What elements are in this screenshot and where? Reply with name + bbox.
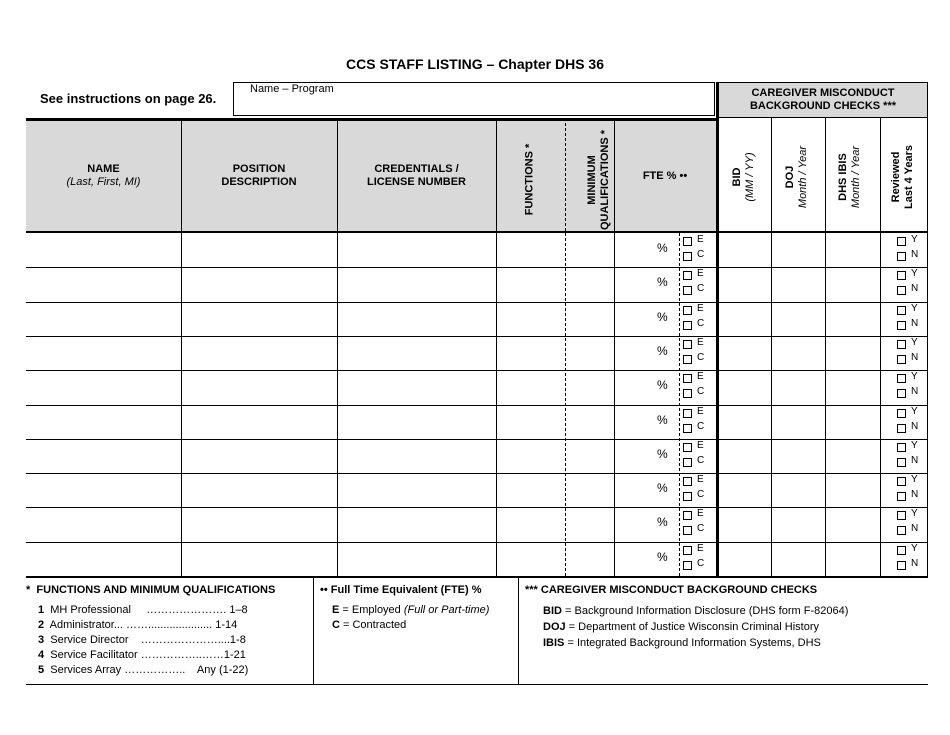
employed-label: E — [697, 302, 704, 314]
reviewed-no-label: N — [911, 386, 919, 398]
contracted-label: C — [697, 386, 705, 398]
reviewed-yes-checkbox[interactable] — [897, 237, 906, 246]
reviewed-no-label: N — [911, 249, 919, 260]
name-program-label: Name – Program — [250, 83, 334, 95]
reviewed-no-checkbox[interactable] — [897, 561, 906, 570]
contracted-label: C — [697, 523, 705, 535]
contracted-label: C — [697, 249, 705, 260]
contracted-checkbox[interactable] — [683, 424, 692, 433]
employed-checkbox[interactable] — [683, 546, 692, 555]
employed-checkbox[interactable] — [683, 237, 692, 246]
contracted-label: C — [697, 489, 705, 501]
reviewed-no-label: N — [911, 317, 919, 329]
function-item: 5 Services Array …………….. Any (1-22) — [38, 664, 249, 676]
col-header-credentials: CREDENTIALS / LICENSE NUMBER — [366, 163, 466, 188]
reviewed-yes-label: Y — [911, 474, 918, 486]
function-item: 4 Service Facilitator ……………..……1-21 — [38, 649, 246, 661]
reviewed-no-checkbox[interactable] — [897, 424, 906, 433]
employed-label: E — [697, 474, 704, 486]
row-divider — [26, 405, 928, 406]
fte-percent-sign: % — [657, 549, 668, 564]
employed-label: E — [697, 234, 704, 245]
reviewed-yes-checkbox[interactable] — [897, 306, 906, 315]
employed-label: E — [697, 542, 704, 554]
reviewed-no-label: N — [911, 454, 919, 466]
row-divider — [26, 439, 928, 440]
row-divider — [26, 336, 928, 337]
reviewed-no-label: N — [911, 557, 919, 569]
fte-percent-sign: % — [657, 343, 668, 358]
name-program-field[interactable] — [233, 82, 715, 116]
reviewed-yes-checkbox[interactable] — [897, 477, 906, 486]
function-item: 3 Service Director …………………....1-8 — [38, 634, 246, 646]
contracted-checkbox[interactable] — [683, 492, 692, 501]
reviewed-yes-label: Y — [911, 405, 918, 417]
function-item: 2 Administrator... ……..................... 1-14 — [38, 619, 238, 631]
reviewed-yes-checkbox[interactable] — [897, 374, 906, 383]
reviewed-no-checkbox[interactable] — [897, 252, 906, 261]
contracted-checkbox[interactable] — [683, 252, 692, 261]
reviewed-yes-label: Y — [911, 234, 918, 245]
col-header-fte: FTE % •• — [642, 169, 688, 182]
reviewed-yes-label: Y — [911, 371, 918, 383]
reviewed-no-label: N — [911, 523, 919, 535]
reviewed-yes-label: Y — [911, 268, 918, 280]
reviewed-no-checkbox[interactable] — [897, 389, 906, 398]
contracted-checkbox[interactable] — [683, 389, 692, 398]
row-divider — [26, 370, 928, 371]
reviewed-yes-label: Y — [911, 508, 918, 520]
reviewed-no-checkbox[interactable] — [897, 321, 906, 330]
caregiver-header-line2: BACKGROUND CHECKS *** — [749, 100, 897, 112]
contracted-label: C — [697, 454, 705, 466]
caregiver-checks-header — [716, 82, 928, 118]
reviewed-yes-checkbox[interactable] — [897, 443, 906, 452]
employed-label: E — [697, 268, 704, 280]
fte-percent-sign: % — [657, 481, 668, 496]
contracted-label: C — [697, 351, 705, 363]
reviewed-yes-label: Y — [911, 439, 918, 451]
col-header-reviewed: Reviewed Last 4 Years — [890, 145, 915, 210]
row-divider — [26, 542, 928, 543]
reviewed-yes-checkbox[interactable] — [897, 409, 906, 418]
employed-checkbox[interactable] — [683, 374, 692, 383]
reviewed-no-label: N — [911, 283, 919, 295]
fte-percent-sign: % — [657, 309, 668, 324]
reviewed-yes-label: Y — [911, 336, 918, 348]
reviewed-no-checkbox[interactable] — [897, 286, 906, 295]
contracted-label: C — [697, 317, 705, 329]
employed-label: E — [697, 439, 704, 451]
row-divider — [26, 473, 928, 474]
contracted-checkbox[interactable] — [683, 286, 692, 295]
contracted-label: C — [697, 557, 705, 569]
function-item: 1 MH Professional …………………. 1–8 — [38, 604, 248, 616]
reviewed-no-checkbox[interactable] — [897, 526, 906, 535]
reviewed-no-label: N — [911, 420, 919, 432]
col-header-ibis: DHS IBIS Month / Year — [837, 145, 862, 209]
check-item: BID = Background Information Disclosure (DHS form F-82064) — [543, 605, 849, 617]
fte-employed: E = Employed (Full or Part-time) — [332, 604, 490, 616]
table-header — [26, 118, 716, 233]
contracted-checkbox[interactable] — [683, 321, 692, 330]
row-divider — [26, 267, 928, 268]
row-divider — [26, 302, 928, 303]
reviewed-no-label: N — [911, 351, 919, 363]
col-header-doj: DOJ Month / Year — [784, 145, 809, 209]
reviewed-no-checkbox[interactable] — [897, 355, 906, 364]
check-item: DOJ = Department of Justice Wisconsin Criminal History — [543, 621, 820, 633]
reviewed-no-checkbox[interactable] — [897, 458, 906, 467]
contracted-label: C — [697, 420, 705, 432]
reviewed-yes-checkbox[interactable] — [897, 340, 906, 349]
row-divider — [26, 507, 928, 508]
employed-label: E — [697, 336, 704, 348]
reviewed-no-checkbox[interactable] — [897, 492, 906, 501]
employed-checkbox[interactable] — [683, 511, 692, 520]
col-header-name: NAME (Last, First, MI) — [66, 163, 141, 188]
checks-header — [716, 118, 928, 233]
employed-label: E — [697, 508, 704, 520]
check-item: IBIS = Integrated Background Information Systems, DHS — [543, 637, 821, 649]
col-header-functions: FUNCTIONS * — [523, 143, 536, 216]
fte-percent-sign: % — [657, 378, 668, 393]
col-header-bid: BID (MM / YY) — [731, 152, 756, 202]
employed-checkbox[interactable] — [683, 443, 692, 452]
employed-checkbox[interactable] — [683, 271, 692, 280]
reviewed-yes-checkbox[interactable] — [897, 511, 906, 520]
fte-percent-sign: % — [657, 241, 668, 255]
contracted-checkbox[interactable] — [683, 526, 692, 535]
fte-percent-sign: % — [657, 446, 668, 461]
contracted-checkbox[interactable] — [683, 561, 692, 570]
contracted-label: C — [697, 283, 705, 295]
reviewed-yes-label: Y — [911, 302, 918, 314]
contracted-checkbox[interactable] — [683, 355, 692, 364]
employed-label: E — [697, 371, 704, 383]
caregiver-header-line1: CAREGIVER MISCONDUCT — [751, 87, 895, 99]
fte-percent-sign: % — [657, 515, 668, 530]
page-title: CCS STAFF LISTING – Chapter DHS 36 — [346, 56, 604, 72]
fte-percent-sign: % — [657, 275, 668, 290]
employed-checkbox[interactable] — [683, 477, 692, 486]
checks-list — [543, 603, 848, 651]
functions-heading: * FUNCTIONS AND MINIMUM QUALIFICATIONS — [26, 584, 276, 596]
employed-checkbox[interactable] — [683, 409, 692, 418]
employed-checkbox[interactable] — [683, 340, 692, 349]
fte-contracted: C = Contracted — [332, 619, 407, 631]
contracted-checkbox[interactable] — [683, 458, 692, 467]
functions-list — [38, 603, 248, 678]
fte-percent-sign: % — [657, 412, 668, 427]
employed-checkbox[interactable] — [683, 306, 692, 315]
employed-label: E — [697, 405, 704, 417]
reviewed-no-label: N — [911, 489, 919, 501]
checks-heading: *** CAREGIVER MISCONDUCT BACKGROUND CHECKS — [525, 584, 818, 596]
fte-heading: •• Full Time Equivalent (FTE) % — [320, 584, 482, 596]
col-header-min-qual: MINIMUM QUALIFICATIONS * — [586, 130, 611, 231]
reviewed-yes-checkbox[interactable] — [897, 546, 906, 555]
instructions-note: See instructions on page 26. — [40, 91, 217, 106]
col-header-position: POSITION DESCRIPTION — [221, 163, 297, 188]
reviewed-yes-checkbox[interactable] — [897, 271, 906, 280]
reviewed-yes-label: Y — [911, 542, 918, 554]
